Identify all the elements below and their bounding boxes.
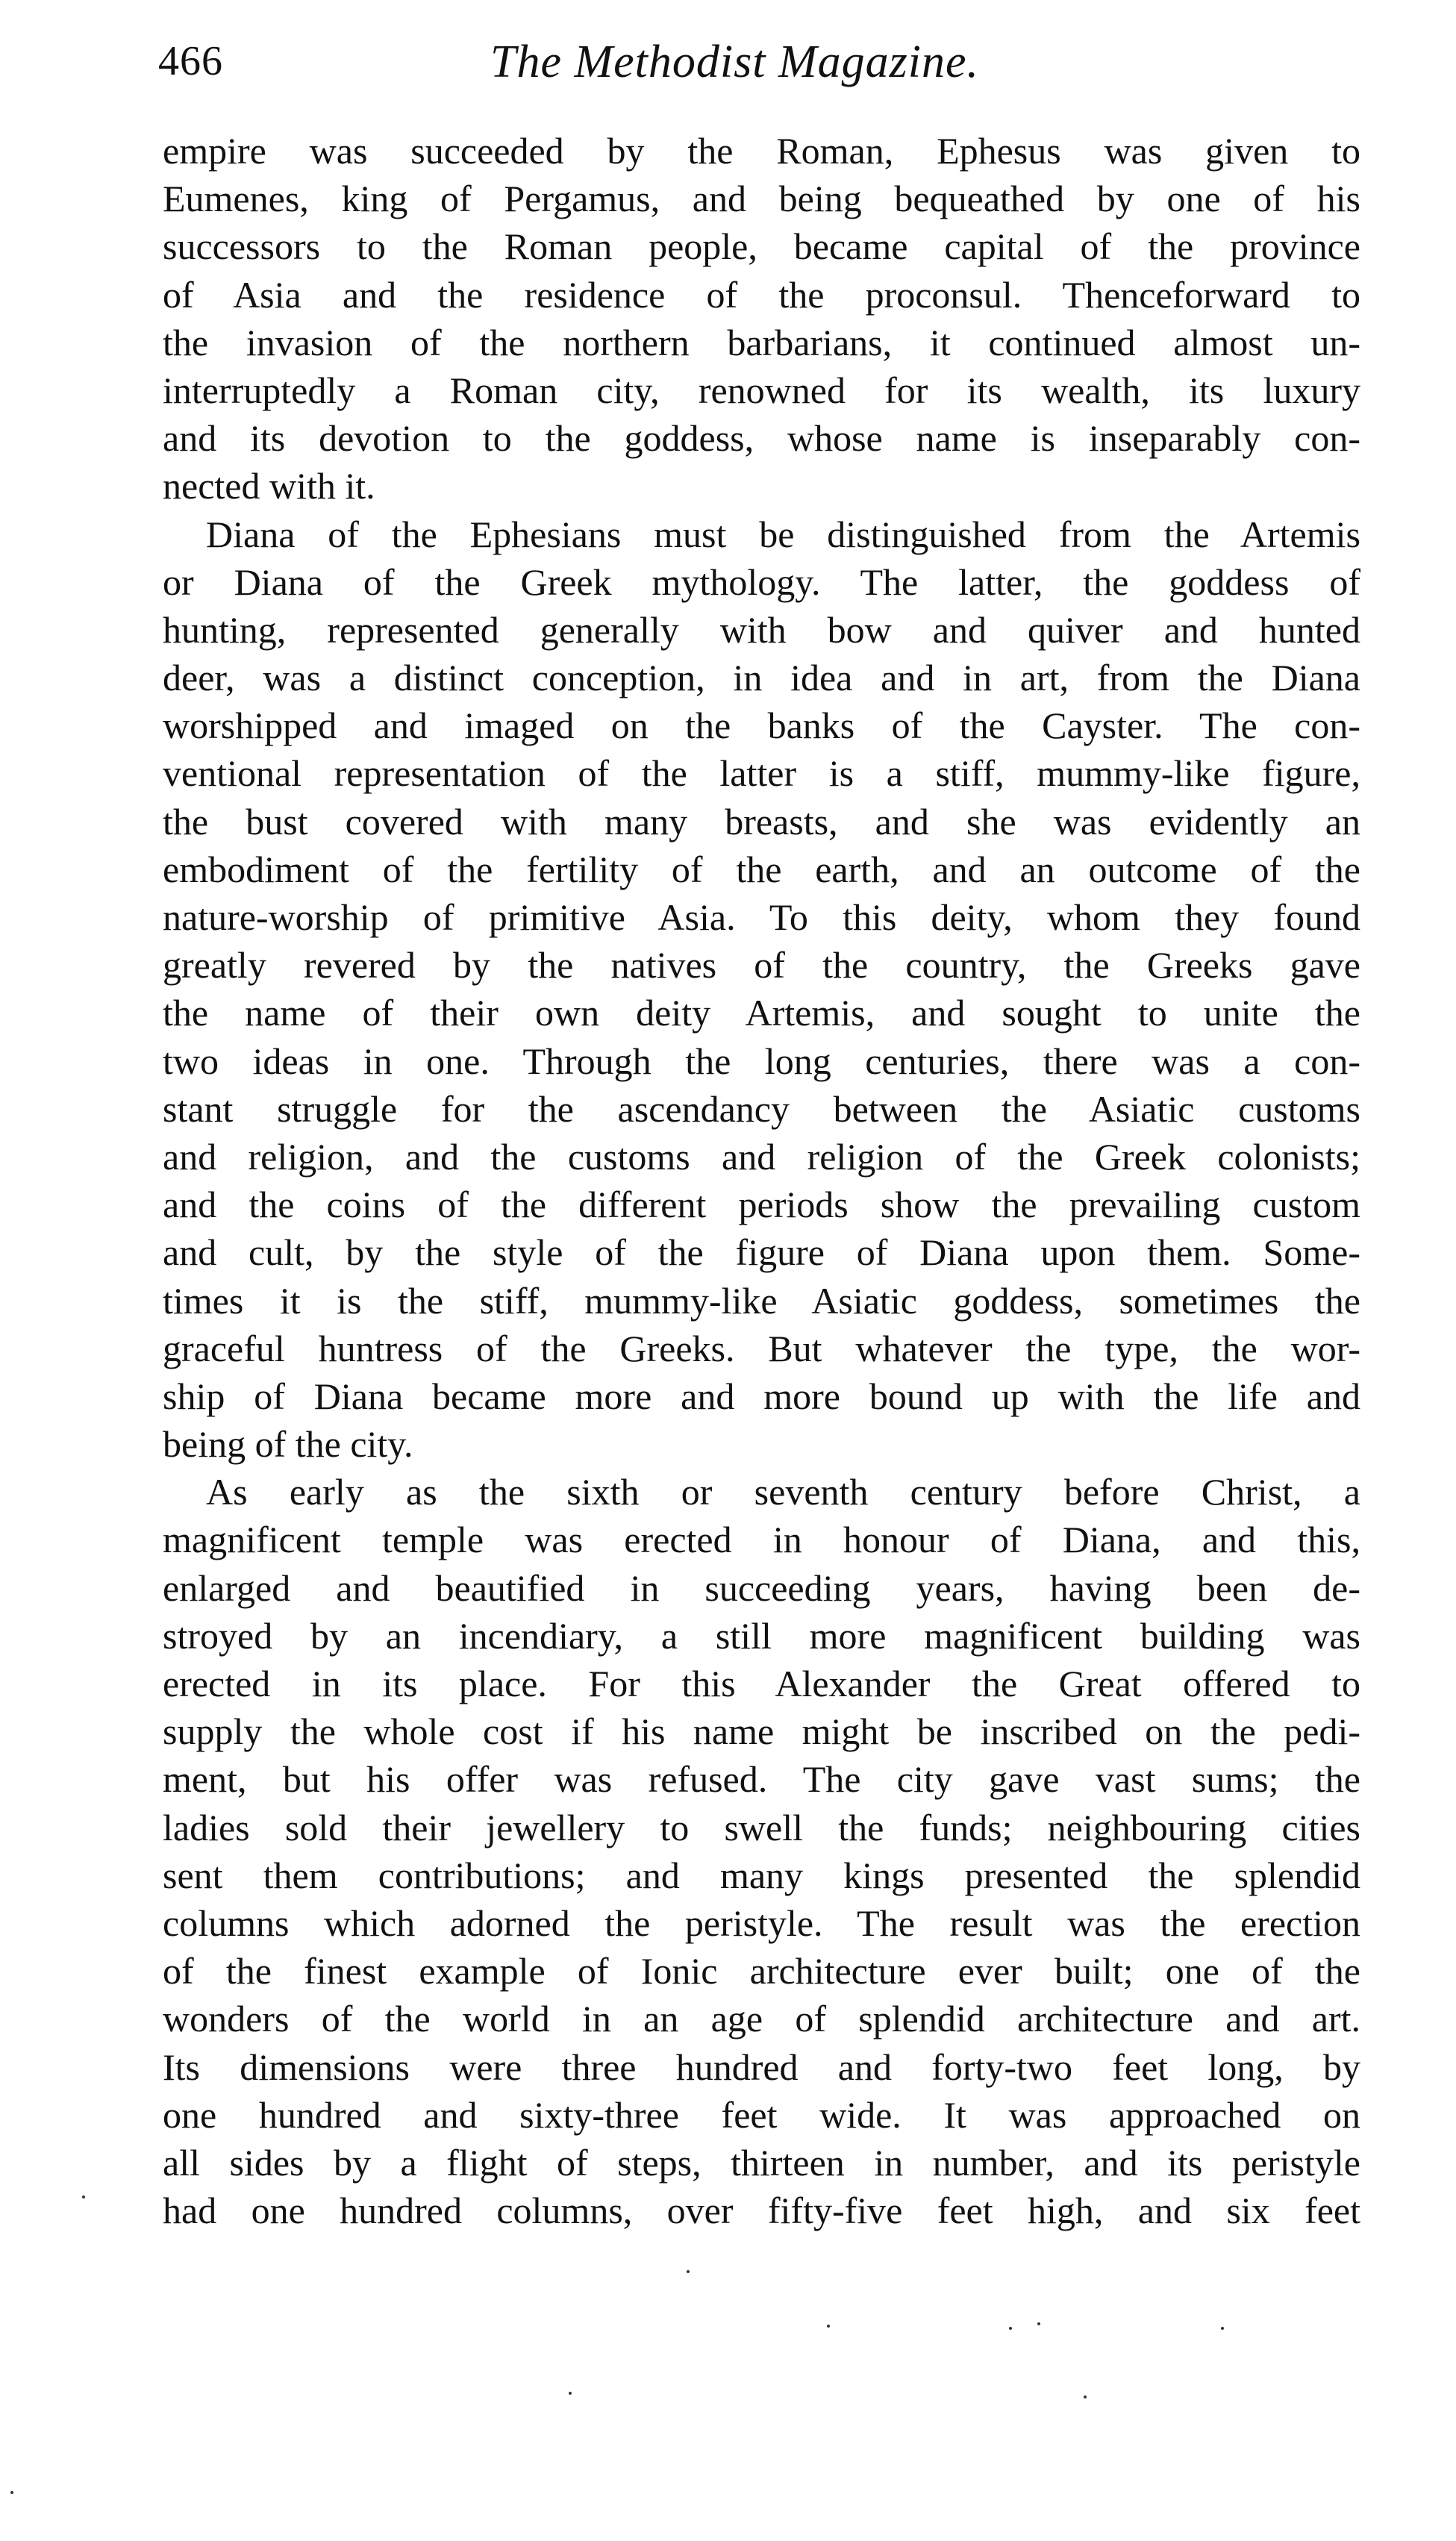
scan-speck [687, 2270, 690, 2273]
text-line: of Asia and the residence of the proconsul. Thenceforward to [163, 273, 1360, 316]
text-line: being of the city. [163, 1423, 413, 1466]
text-line: Its dimensions were three hundred and forty-two feet long, by [163, 2045, 1360, 2088]
page-number: 466 [158, 38, 223, 84]
text-line: ship of Diana became more and more bound up with the life and [163, 1375, 1360, 1417]
text-line: stroyed by an incendiary, a still more magnificent building was [163, 1614, 1360, 1657]
text-line: deer, was a distinct conception, in idea and in art, from the Diana [163, 657, 1360, 699]
text-line: greatly revered by the natives of the country, the Greeks gave [163, 944, 1360, 987]
text-line: erected in its place. For this Alexander the Great offered to [163, 1663, 1360, 1704]
scan-speck [1009, 2327, 1012, 2330]
scan-speck [569, 2392, 572, 2395]
text-line: wonders of the world in an age of splendid architecture and art. [163, 1998, 1360, 2040]
text-line: enlarged and beautified in succeeding years, having been de- [163, 1566, 1360, 1609]
text-line: of the finest example of Ionic architecture ever built; one of the [163, 1950, 1360, 1993]
text-line: hunting, represented generally with bow and quiver and hunted [163, 608, 1360, 651]
text-line: and the coins of the different periods show the prevailing custom [163, 1184, 1360, 1226]
text-line: empire was succeeded by the Roman, Ephesus was given to [163, 130, 1360, 172]
text-line: embodiment of the fertility of the earth, and an outcome of the [163, 848, 1360, 890]
journal-title: The Methodist Magazine. [490, 37, 979, 87]
text-line: ment, but his offer was refused. The city gave vast sums; the [163, 1758, 1360, 1801]
running-head [158, 30, 1360, 104]
scan-speck [1221, 2327, 1224, 2330]
article-body [163, 127, 1360, 2234]
text-line: nature-worship of primitive Asia. To this deity, whom they found [163, 896, 1360, 938]
scan-speck [1084, 2395, 1087, 2398]
text-line: had one hundred columns, over fifty-five feet high, and six feet [163, 2190, 1360, 2232]
text-line: the invasion of the northern barbarians, it continued almost un- [163, 321, 1360, 363]
text-line: ladies sold their jewellery to swell the funds; neighbouring cities [163, 1806, 1360, 1848]
text-line: times it is the stiff, mummy-like Asiatic goddess, sometimes the [163, 1279, 1360, 1322]
text-line: successors to the Roman people, became capital of the province [163, 225, 1360, 268]
text-line: all sides by a flight of steps, thirteen in number, and its peristyle [163, 2141, 1360, 2184]
text-line: supply the whole cost if his name might be inscribed on the pedi- [163, 1710, 1360, 1753]
scan-speck [827, 2325, 830, 2328]
paragraph-ephesus-history [163, 127, 1360, 510]
text-line: nected with it. [163, 465, 375, 507]
text-line: interruptedly a Roman city, renowned for its wealth, its luxury [163, 369, 1360, 411]
paragraph-diana-of-ephesians [163, 510, 1360, 1469]
scan-speck [1037, 2322, 1040, 2325]
text-line: one hundred and sixty-three feet wide. It was approached on [163, 2093, 1360, 2136]
text-line: Diana of the Ephesians must be distinguished from the Artemis [206, 513, 1360, 555]
text-line: columns which adorned the peristyle. The result was the erection [163, 1901, 1360, 1944]
text-line: or Diana of the Greek mythology. The latter, the goddess of [163, 560, 1360, 603]
text-line: and its devotion to the goddess, whose name is inseparably con- [163, 417, 1360, 460]
text-line: magnificent temple was erected in honour of Diana, and this, [163, 1519, 1360, 1561]
text-line: worshipped and imaged on the banks of the Cayster. The con- [163, 704, 1360, 747]
scan-speck [82, 2195, 85, 2198]
text-line: graceful huntress of the Greeks. But whatever the type, the wor- [163, 1327, 1360, 1369]
text-line: As early as the sixth or seventh century before Christ, a [206, 1471, 1360, 1513]
text-line: Eumenes, king of Pergamus, and being bequeathed by one of his [163, 178, 1360, 220]
text-line: two ideas in one. Through the long centuries, there was a con- [163, 1040, 1360, 1082]
text-line: the name of their own deity Artemis, and sought to unite the [163, 992, 1360, 1034]
text-line: and religion, and the customs and religion of the Greek colonists; [163, 1135, 1360, 1178]
text-line: the bust covered with many breasts, and she was evidently an [163, 800, 1360, 843]
paragraph-temple-of-diana [163, 1468, 1360, 2234]
scan-speck [10, 2491, 13, 2494]
text-line: ventional representation of the latter is a stiff, mummy-like figure, [163, 752, 1360, 795]
text-line: stant struggle for the ascendancy between the Asiatic customs [163, 1087, 1360, 1130]
text-line: sent them contributions; and many kings presented the splendid [163, 1854, 1360, 1896]
text-line: and cult, by the style of the figure of Diana upon them. Some- [163, 1231, 1360, 1274]
